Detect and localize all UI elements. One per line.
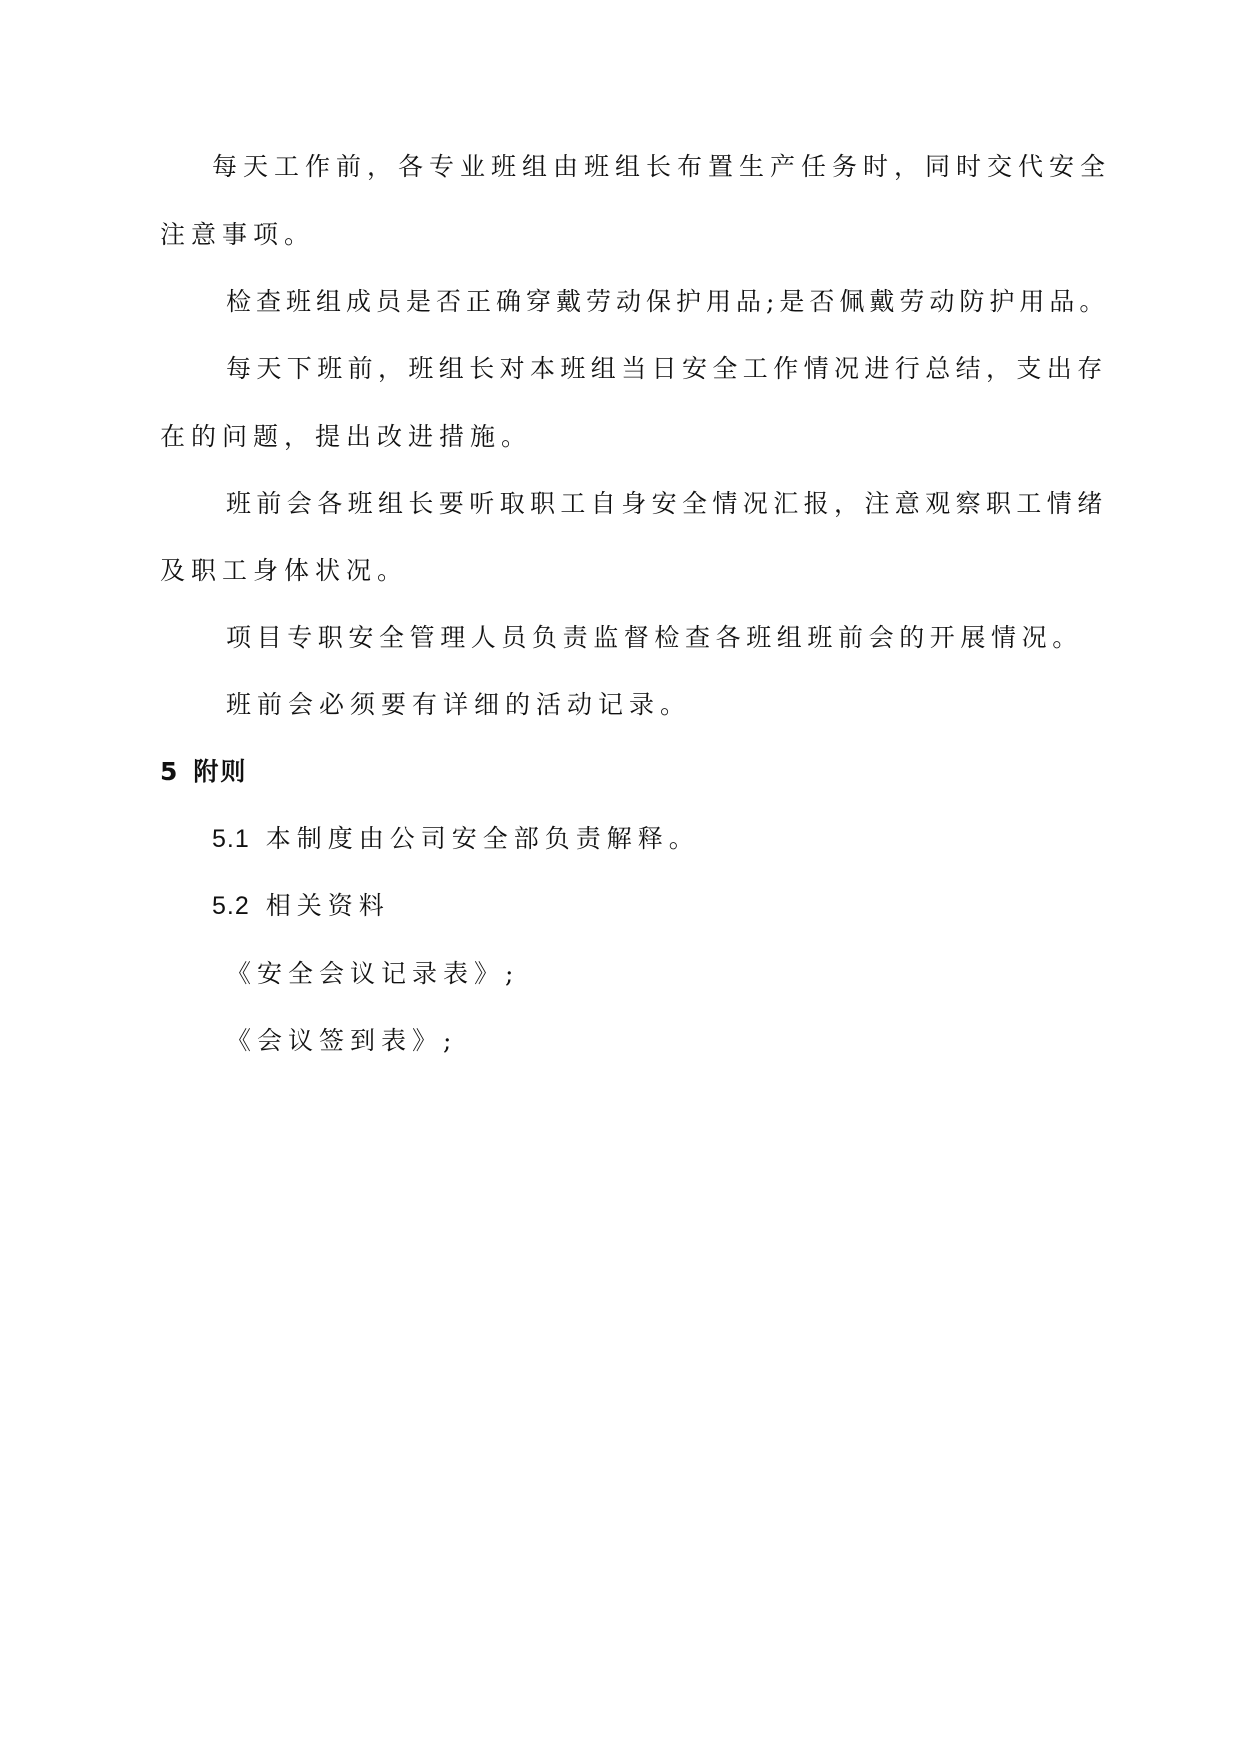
paragraph-6-line-1: 班前会必须要有详细的活动记录。 <box>226 690 692 719</box>
paragraph-4-line-2: 及职工身体状况。 <box>160 556 409 585</box>
subsection-text: 相关资料 <box>265 891 390 920</box>
reference-item-1: 《安全会议记录表》; <box>226 959 520 988</box>
subsection-number: 5.1 <box>212 825 250 853</box>
paragraph-1-line-1: 每天工作前，各专业班组由班组长布置生产任务时，同时交代安全 <box>212 152 1112 181</box>
subsection-number: 5.2 <box>212 892 250 920</box>
subsection-5-2 <box>212 889 390 923</box>
section-number: 5 <box>160 757 180 786</box>
section-heading <box>160 755 247 789</box>
section-title: 附则 <box>193 757 248 786</box>
subsection-text: 本制度由公司安全部负责解释。 <box>265 824 700 853</box>
paragraph-3-line-2: 在的问题，提出改进措施。 <box>160 422 533 451</box>
paragraph-4-line-1: 班前会各班组长要听取职工自身安全情况汇报，注意观察职工情绪 <box>226 489 1108 518</box>
subsection-5-1 <box>212 822 700 856</box>
paragraph-1-line-2: 注意事项。 <box>160 220 316 249</box>
paragraph-3-line-1: 每天下班前，班组长对本班组当日安全工作情况进行总结，支出存 <box>226 354 1108 383</box>
reference-item-2: 《会议签到表》; <box>226 1026 458 1055</box>
paragraph-5-line-1: 项目专职安全管理人员负责监督检查各班组班前会的开展情况。 <box>226 623 1083 652</box>
paragraph-2-line-1: 检查班组成员是否正确穿戴劳动保护用品;是否佩戴劳动防护用品。 <box>226 287 1110 316</box>
